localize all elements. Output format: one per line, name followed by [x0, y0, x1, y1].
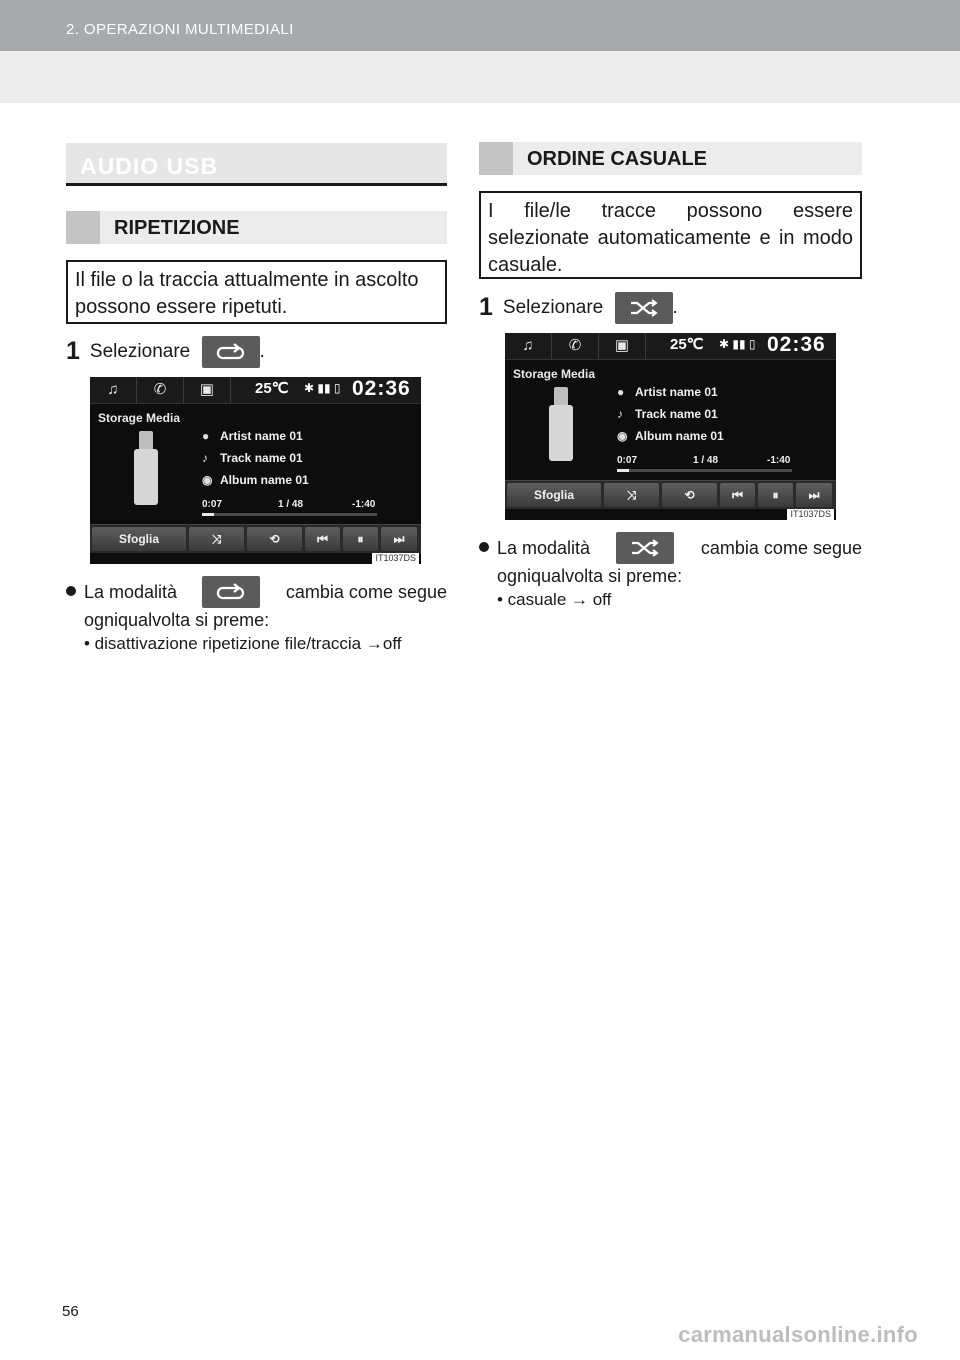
artist-name: Artist name 01 [220, 429, 303, 443]
usb-stick-icon [549, 405, 573, 461]
person-icon: ● [617, 385, 625, 399]
elapsed-time: 0:07 [202, 499, 223, 510]
bullet-lead: La modalità [497, 538, 591, 558]
track-name: Track name 01 [220, 451, 303, 465]
disc-icon: ◉ [617, 429, 628, 443]
figure-code: IT1037DS [787, 509, 834, 520]
repeat-button-icon-inline[interactable] [202, 576, 260, 608]
artist-line [617, 385, 718, 399]
vehicle-icon: ▣ [614, 337, 630, 354]
head-unit-screenshot-left [90, 377, 421, 564]
previous-button[interactable]: ⏮ [720, 483, 755, 507]
progress-bar[interactable] [202, 513, 377, 516]
browse-button[interactable]: Sfoglia [507, 483, 601, 507]
source-tabs [90, 377, 421, 404]
shuffle-button[interactable]: ⤨ [604, 483, 659, 507]
progress-fill [202, 513, 214, 516]
subheading-text: ORDINE CASUALE [527, 148, 708, 170]
step-number: 1 [479, 293, 493, 322]
next-button[interactable]: ⏭ [381, 527, 417, 551]
music-note-icon: ♫ [107, 381, 119, 398]
album-line [617, 429, 724, 443]
repeat-button-icon[interactable] [202, 336, 260, 368]
track-line [202, 451, 303, 465]
section-title: 2. OPERAZIONI MULTIMEDIALI [66, 21, 294, 38]
shuffle-button-icon[interactable] [615, 292, 673, 324]
shuffle-button[interactable]: ⤨ [189, 527, 244, 551]
page-header [0, 0, 960, 51]
figure-code: IT1037DS [372, 553, 419, 564]
track-index: 1 / 48 [278, 499, 304, 510]
artist-name: Artist name 01 [635, 385, 718, 399]
shuffle-icon [629, 298, 659, 318]
bullet-dot [479, 542, 489, 552]
bullet-item: • casuale → off [497, 590, 612, 609]
subheading-text: RIPETIZIONE [114, 217, 240, 239]
usb-stick-icon [134, 449, 158, 505]
artist-line [202, 429, 303, 443]
step-number: 1 [66, 337, 80, 366]
remaining-time: -1:40 [352, 499, 376, 510]
repeat-button[interactable]: ⟲ [662, 483, 717, 507]
shuffle-button-icon-inline[interactable] [616, 532, 674, 564]
clock: 02:36 [767, 333, 826, 356]
status-icons: ✱ ▮▮ ▯ [719, 337, 756, 351]
phone-icon: ✆ [153, 381, 167, 398]
vehicle-icon: ▣ [199, 381, 215, 398]
step-repeat: 1 Selezionare . [66, 336, 265, 368]
bullet-shuffle [479, 532, 862, 612]
status-icons: ✱ ▮▮ ▯ [304, 381, 341, 395]
bullet-tail: cambia come segue [700, 538, 862, 558]
person-icon: ● [202, 429, 210, 443]
step-text: Selezionare [502, 297, 604, 319]
pause-button[interactable]: ⏸ [758, 483, 793, 507]
shuffle-icon [630, 538, 660, 558]
elapsed-time: 0:07 [617, 455, 638, 466]
head-unit-screenshot-right [505, 333, 836, 520]
step-shuffle: 1 Selezionare . [479, 292, 678, 324]
page-number: 56 [62, 1303, 79, 1320]
tab-music[interactable] [505, 333, 552, 359]
browse-button[interactable]: Sfoglia [92, 527, 186, 551]
tab-phone[interactable] [137, 377, 184, 403]
clock: 02:36 [352, 377, 411, 400]
remaining-time: -1:40 [767, 455, 791, 466]
header-band [0, 51, 960, 103]
intro-box-shuffle: I file/le tracce possono essere selezionate automaticamente e in modo casuale. [479, 191, 862, 279]
control-bar [90, 524, 421, 553]
temperature: 25℃ [255, 380, 289, 397]
main-heading [66, 143, 447, 183]
step-text: Selezionare [89, 341, 191, 363]
bullet-repeat [66, 576, 447, 656]
repeat-button[interactable]: ⟲ [247, 527, 302, 551]
track-name: Track name 01 [635, 407, 718, 421]
note-icon: ♪ [617, 407, 623, 421]
source-tabs [505, 333, 836, 360]
progress-bar[interactable] [617, 469, 792, 472]
heading-rule [66, 183, 447, 186]
repeat-icon [216, 582, 246, 602]
subheading-shuffle [479, 142, 862, 175]
storage-media-label: Storage Media [98, 411, 181, 425]
bullet-item: • disattivazione ripetizione file/traccia →off [84, 634, 402, 653]
intro-box-repeat: Il file o la traccia attualmente in ascolto possono essere ripetuti. [66, 260, 447, 324]
tab-music[interactable] [90, 377, 137, 403]
bullet-tail: cambia come segue [285, 582, 447, 602]
storage-media-label: Storage Media [513, 367, 596, 381]
note-icon: ♪ [202, 451, 208, 465]
previous-button[interactable]: ⏮ [305, 527, 340, 551]
tab-vehicle[interactable] [184, 377, 231, 403]
bullet-line2: ogniqualvolta si preme: [84, 610, 270, 630]
next-button[interactable]: ⏭ [796, 483, 832, 507]
subheading-repeat [66, 211, 447, 244]
bullet-dot [66, 586, 76, 596]
repeat-icon [216, 342, 246, 362]
temperature: 25℃ [670, 336, 704, 353]
progress-fill [617, 469, 629, 472]
disc-icon: ◉ [202, 473, 213, 487]
track-index: 1 / 48 [693, 455, 719, 466]
album-name: Album name 01 [220, 473, 309, 487]
track-line [617, 407, 718, 421]
pause-button[interactable]: ⏸ [343, 527, 378, 551]
tab-vehicle[interactable] [599, 333, 646, 359]
watermark: carmanualsonline.info [678, 1322, 918, 1347]
album-name: Album name 01 [635, 429, 724, 443]
phone-icon: ✆ [568, 337, 582, 354]
bullet-lead: La modalità [84, 582, 178, 602]
main-heading-text: AUDIO USB [80, 153, 219, 179]
subheading-marker [479, 142, 513, 175]
album-line [202, 473, 309, 487]
bullet-line2: ogniqualvolta si preme: [497, 566, 683, 586]
tab-phone[interactable] [552, 333, 599, 359]
music-note-icon: ♫ [522, 337, 534, 354]
subheading-marker [66, 211, 100, 244]
control-bar [505, 480, 836, 509]
